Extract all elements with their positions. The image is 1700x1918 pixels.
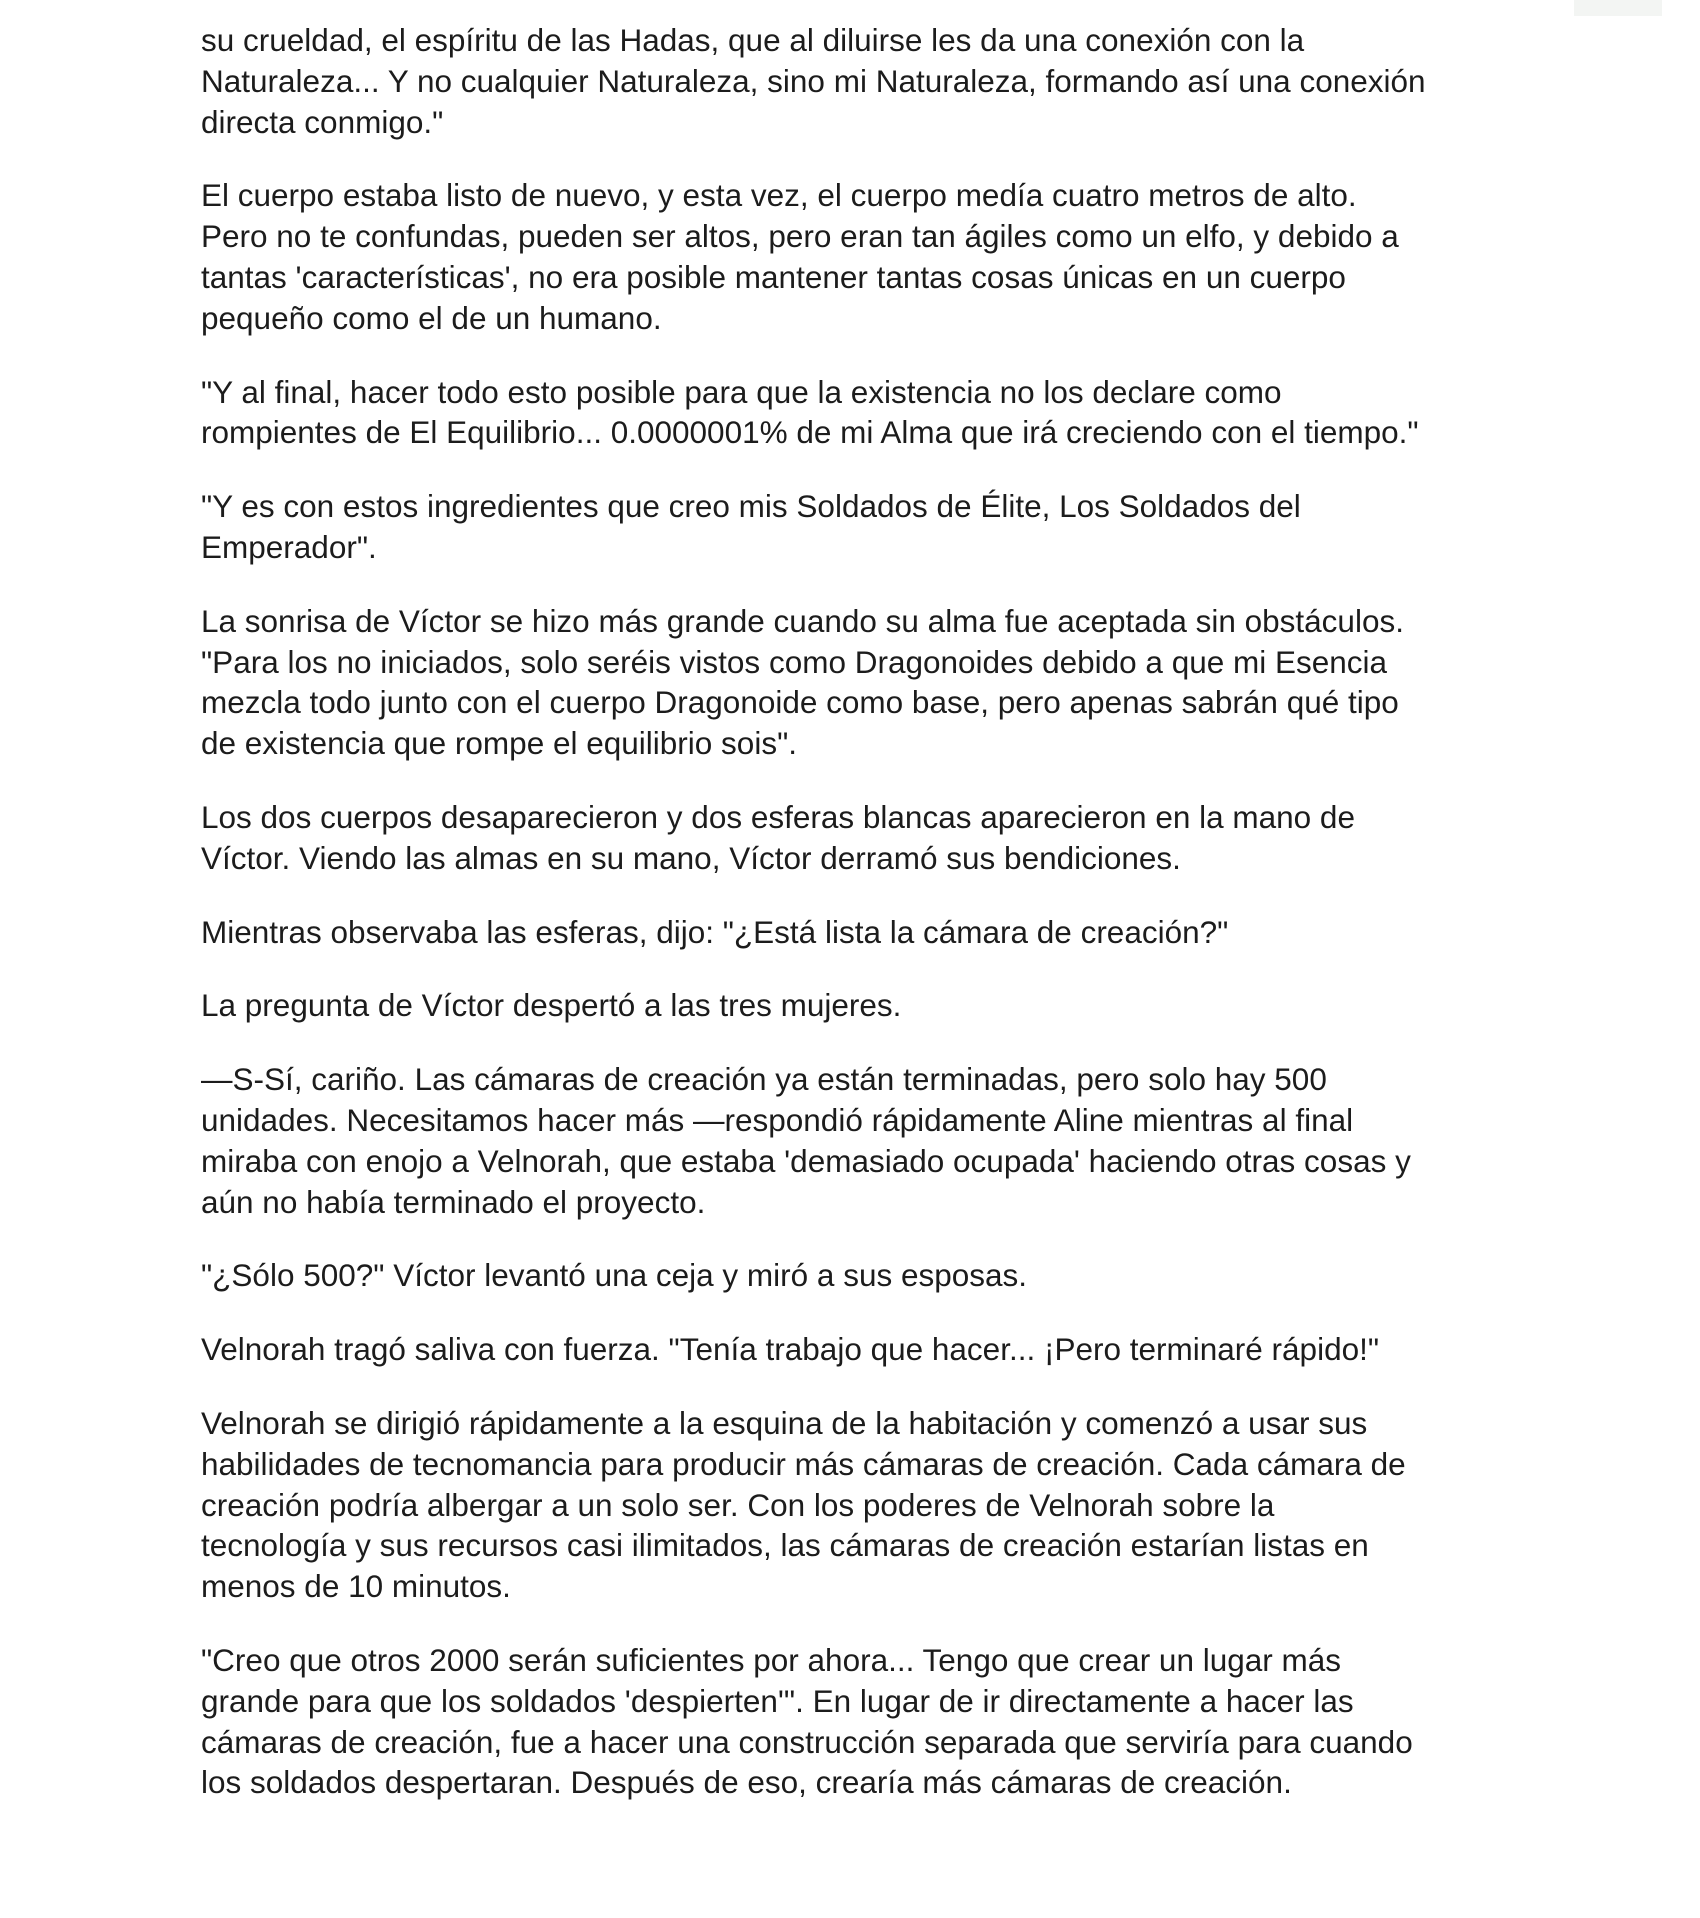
paragraph-1: su crueldad, el espíritu de las Hadas, que al diluirse les da una conexión con la Naturaleza... Y no cualquier Naturaleza, sino mi Naturaleza, formando así una conexión directa conmigo." (201, 22, 1426, 140)
paragraph-3: "Y al final, hacer todo esto posible para que la existencia no los declare como rompientes de El Equilibrio... 0.0000001% de mi Alma que irá creciendo con el tiempo." (201, 373, 1419, 451)
paragraph-11: Velnorah tragó saliva con fuerza. "Tenía trabajo que hacer... ¡Pero terminaré rápido!" (201, 1331, 1380, 1368)
paragraph-5: La sonrisa de Víctor se hizo más grande cuando su alma fue aceptada sin obstáculos. "Para los no iniciados, solo seréis vistos como Dragonoides debido a que mi Esencia mezcla todo junto con el cuerpo Dragonoide como base, pero apenas sabrán qué tipo de existencia que rompe el equilibrio sois". (201, 602, 1404, 762)
paragraph-7: Mientras observaba las esferas, dijo: "¿Está lista la cámara de creación?" (201, 913, 1229, 950)
paragraph-6: Los dos cuerpos desaparecieron y dos esferas blancas aparecieron en la mano de Víctor. Viendo las almas en su mano, Víctor derramó sus bendiciones. (201, 798, 1355, 876)
paragraph-10: "¿Sólo 500?" Víctor levantó una ceja y miró a sus esposas. (201, 1257, 1028, 1294)
paragraph-9: —S-Sí, cariño. Las cámaras de creación ya están terminadas, pero solo hay 500 unidades. Necesitamos hacer más —respondió rápidamente Aline mientras al final miraba con enojo a Velnorah, que estaba 'demasiado ocupada' haciendo otras cosas y aún no había terminado el proyecto. (201, 1061, 1411, 1220)
paragraph-13: "Creo que otros 2000 serán suficientes por ahora... Tengo que crear un lugar más grande para que los soldados 'despierten'". En lugar de ir directamente a hacer las cámaras de creación, fue a hacer una construcción separada que serviría para cuando los soldados despertaran. Después de eso, crearía más cámaras de creación. (201, 1641, 1413, 1801)
corner-mark (1574, 0, 1662, 16)
paragraph-12: Velnorah se dirigió rápidamente a la esquina de la habitación y comenzó a usar sus habilidades de tecnomancia para producir más cámaras de creación. Cada cámara de creación podría albergar a un solo ser. Con los poderes de Velnorah sobre la tecnología y sus recursos casi ilimitados, las cámaras de creación estarían listas en menos de 10 minutos. (201, 1404, 1406, 1605)
paragraph-4: "Y es con estos ingredientes que creo mis Soldados de Élite, Los Soldados del Emperador". (201, 488, 1301, 565)
text-column (201, 20, 1531, 1836)
paragraph-8: La pregunta de Víctor despertó a las tres mujeres. (201, 987, 902, 1024)
paragraph-2: El cuerpo estaba listo de nuevo, y esta vez, el cuerpo medía cuatro metros de alto. Pero no te confundas, pueden ser altos, pero eran tan ágiles como un elfo, y debido a tantas 'características', no era posible mantener tantas cosas únicas en un cuerpo pequeño como el de un humano. (201, 177, 1399, 336)
